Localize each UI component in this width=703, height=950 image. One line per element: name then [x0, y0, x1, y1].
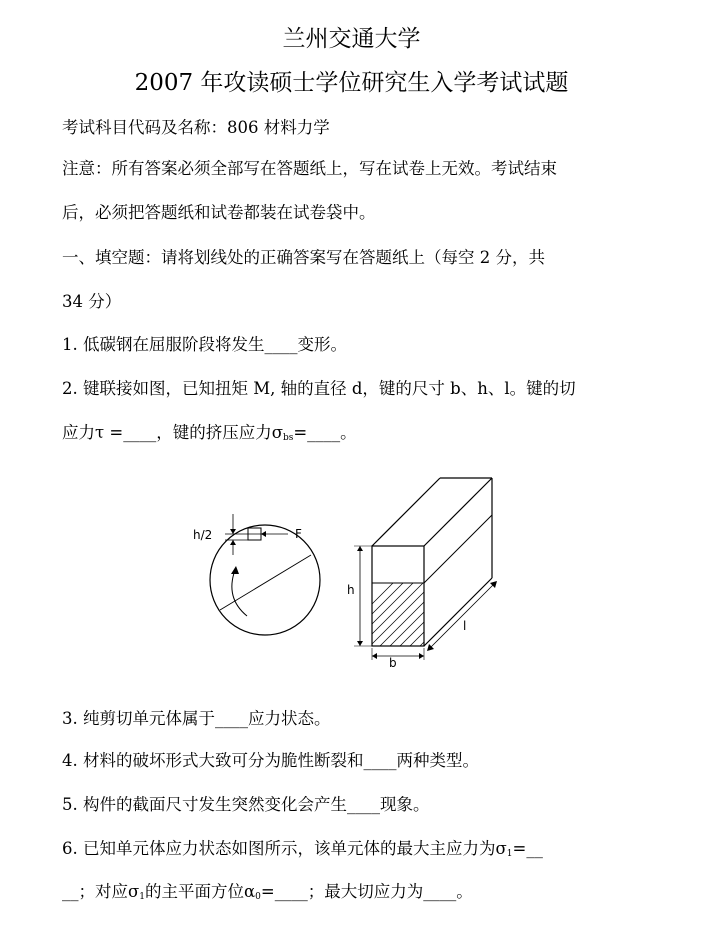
label-l: l [463, 619, 467, 633]
exam-title: 2007 年攻读硕士学位研究生入学考试试题 [134, 70, 569, 96]
label-b: b [389, 656, 397, 670]
notice-line-2: 后，必须把答题纸和试卷都装在试卷袋中。 [62, 203, 376, 222]
subject-line: 考试科目代码及名称：806 材料力学 [62, 118, 330, 137]
q6-sub-3: 0 [255, 892, 261, 902]
section1-line-1: 一、填空题：请将划线处的正确答案写在答题纸上（每空 2 分，共 [62, 248, 545, 267]
question-2-line-1: 2. 键联接如图，已知扭矩 M, 轴的直径 d，键的尺寸 b、h、l。键的切 [62, 379, 576, 398]
q2-tau-text: 应力τ =____，键的挤压应力σ [62, 423, 283, 442]
question-4: 4. 材料的破坏形式大致可分为脆性断裂和____两种类型。 [62, 751, 479, 770]
q6-text-d: 的主平面方位α [145, 882, 256, 901]
q2-bs-subscript: bs [282, 433, 294, 443]
key-block [330, 478, 497, 660]
q6-text-a: 6. 已知单元体应力状态如图所示，该单元体的最大主应力为σ [62, 839, 507, 858]
label-F: F [295, 527, 302, 541]
question-6-line-1 [62, 835, 543, 859]
q6-text-e: =____；最大切应力为____。 [260, 882, 473, 901]
question-3: 3. 纯剪切单元体属于____应力状态。 [62, 709, 331, 728]
q6-sub-1: 1 [506, 849, 513, 859]
shaft-circle [210, 525, 320, 635]
q6-text-c: __；对应σ [62, 882, 140, 901]
notice-line-1: 注意：所有答案必须全部写在答题纸上，写在试卷上无效。考试结束 [62, 159, 557, 178]
university-title: 兰州交通大学 [282, 26, 421, 52]
diameter-line [220, 555, 311, 610]
label-h: h [347, 583, 355, 597]
label-h-half: h/2 [193, 528, 213, 542]
key-connection-figure [185, 470, 515, 670]
question-5: 5. 构件的截面尺寸发生突然变化会产生____现象。 [62, 795, 430, 814]
q6-sub-2: 1 [139, 892, 145, 902]
torque-arrow [232, 570, 247, 616]
q6-text-b: =__ [512, 839, 543, 858]
question-6-line-2 [62, 878, 473, 902]
section1-line-2: 34 分） [62, 292, 122, 311]
q2-sigma-text: =____。 [293, 423, 357, 442]
question-1: 1. 低碳钢在屈服阶段将发生____变形。 [62, 335, 347, 354]
question-2-line-2 [62, 419, 357, 443]
